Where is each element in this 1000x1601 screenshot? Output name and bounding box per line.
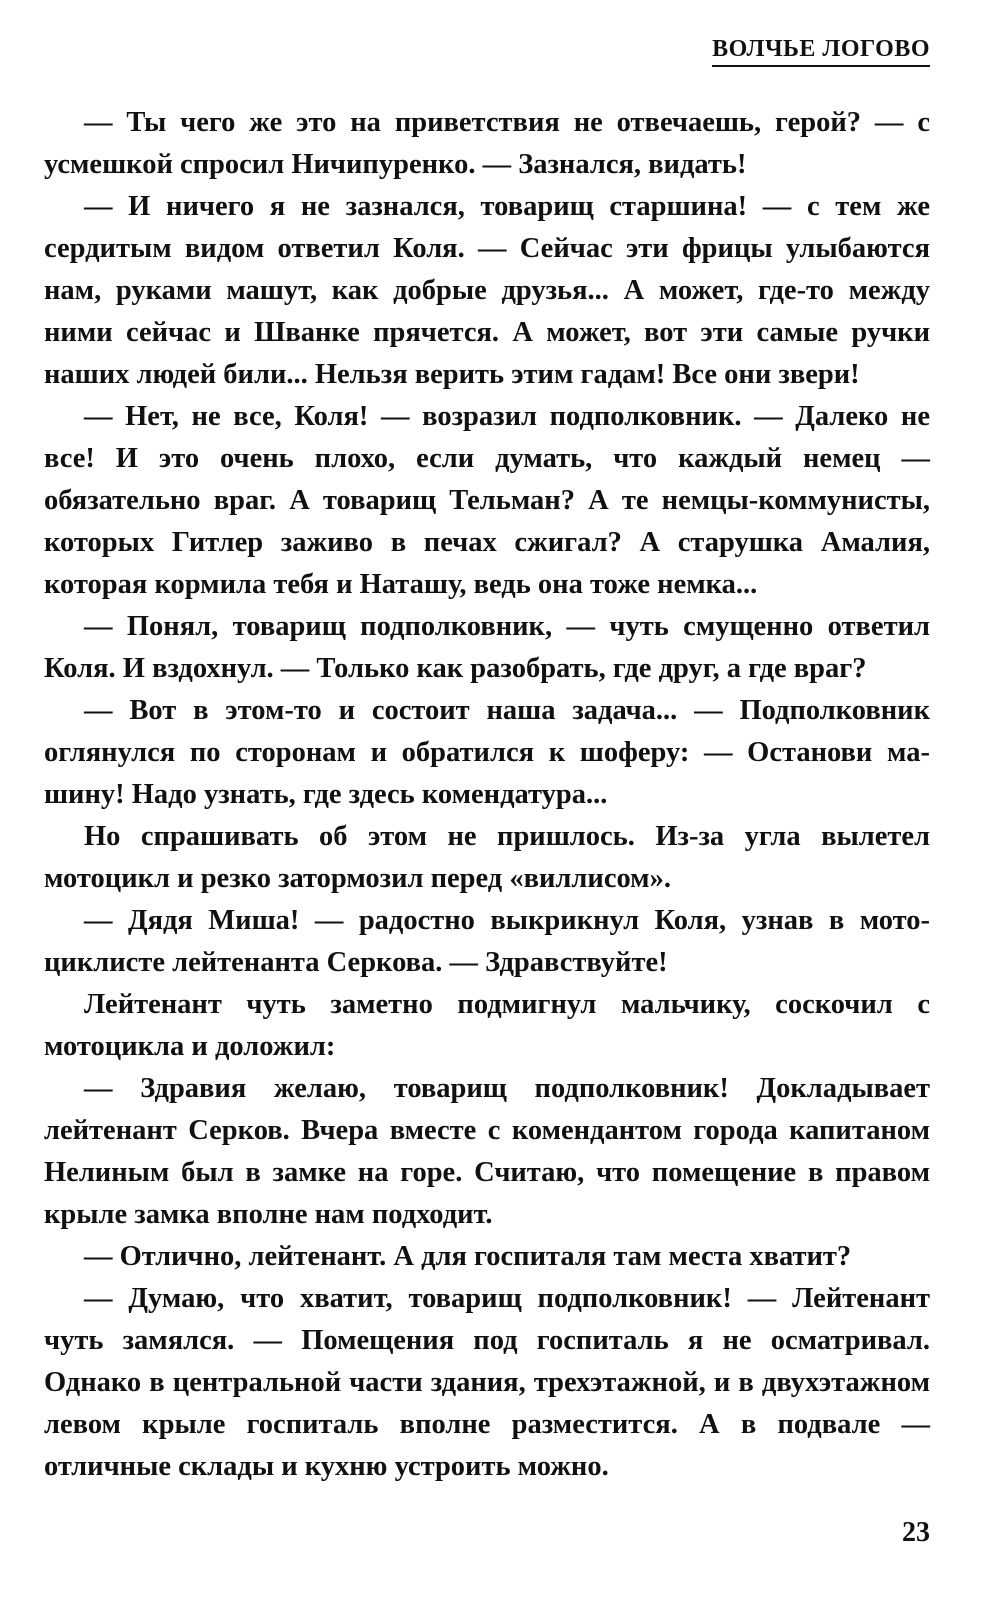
body-text	[44, 102, 930, 1488]
paragraph: — И ничего я не зазнался, товарищ старшина! — с тем же сердитым видом ответил Коля. — Сейчас эти фрицы улыбаются нам, руками машут, как добрые друзья... А может, где-то между ними сейчас и Шванке прячется. А может, вот эти самые ручки наших людей били... Нельзя верить этим гадам! Все они звери!	[44, 191, 930, 390]
paragraph: — Понял, товарищ подполковник, — чуть смущенно ответил Коля. И вздохнул. — Только как разобрать, где друг, а где враг?	[44, 611, 930, 684]
paragraph: — Здравия желаю, товарищ подполковник! Докладывает лейтенант Серков. Вчера вместе с комендантом города капитаном Нелиным был в замке на горе. Считаю, что помещение в правом крыле замка вполне нам подходит.	[44, 1073, 930, 1230]
paragraph: — Думаю, что хватит, товарищ подполковник! — Лейтенант чуть замялся. — Помещения под госпиталь я не осматривал. Однако в центральной части здания, трехэтажной, и в двухэтажном левом крыле госпиталь вполне разместится. А в подвале — отличные склады и кухню устроить можно.	[44, 1283, 930, 1482]
paragraph: — Дядя Миша! — радостно выкрикнул Коля, узнав в мотоциклисте лейтенанта Серкова. — Здравствуйте!	[44, 905, 930, 978]
paragraph: — Ты чего же это на приветствия не отвечаешь, герой? — с усмешкой спросил Ничипуренко. — Зазнался, видать!	[44, 107, 930, 180]
running-title: ВОЛЧЬЕ ЛОГОВО	[712, 36, 930, 67]
paragraph: Лейтенант чуть заметно подмигнул мальчику, соскочил с мотоцикла и доложил:	[44, 989, 930, 1062]
paragraph: — Нет, не все, Коля! — возразил подполковник. — Далеко не все! И это очень плохо, если думать, что каждый немец — обязательно враг. А товарищ Тельман? А те немцы-коммунисты, которых Гитлер заживо в печах сжигал? А старушка Амалия, которая кормила тебя и Наташу, ведь она тоже немка...	[44, 401, 930, 600]
paragraph: — Вот в этом-то и состоит наша задача... — Подполковник оглянулся по сторонам и обратился к шоферу: — Останови машину! Надо узнать, где здесь комендатура...	[44, 695, 930, 810]
paragraph: — Отлично, лейтенант. А для госпиталя там места хватит?	[84, 1241, 852, 1272]
paragraph: Но спрашивать об этом не пришлось. Из-за угла вылетел мотоцикл и резко затормозил перед «виллисом».	[44, 821, 930, 894]
page-number: 23	[902, 1517, 930, 1548]
